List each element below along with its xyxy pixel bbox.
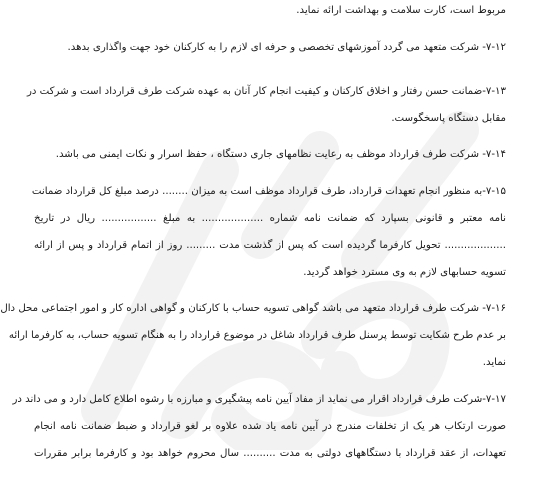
paragraph-7-11-tail [34, 0, 506, 24]
text-line: صورت ارتکاب هر یک از تخلفات مندرج در آیین نامه یاد شده علاوه بر لغو قرارداد و ضبط ضمانت نامه انجام [34, 421, 506, 432]
text-line: ۷-۱۲- شرکت متعهد می گردد آموزشهای تخصصی و حرفه ای لازم را به کارکنان خود جهت واگذاری بدهد. [67, 42, 506, 53]
paragraph-7-13 [26, 78, 506, 132]
paragraph-7-12 [34, 34, 506, 61]
text-line: ۷-۱۷-شرکت طرف قرارداد اقرار می نماید از مفاد آیین نامه پیشگیری و مبارزه با رشوه اطلاع کامل دارد و می داند در [12, 394, 506, 405]
text-line: ۷-۱۳-ضمانت حسن رفتار و اخلاق کارکنان و کیفیت انجام کار آنان به عهده شرکت طرف قرارداد است و شرکت در [26, 86, 506, 97]
text-line: بر عدم طرح شکایت توسط پرسنل طرف قرارداد شاغل در موضوع قرارداد را به هنگام تسویه حساب، به کارفرما ارائه [8, 330, 506, 341]
paragraph-7-15 [31, 178, 506, 286]
text-line: ................... تحویل کارفرما گردیده است که پس از گذشت مدت ......... روز از اتمام قرارداد و پس از ارائه [34, 240, 506, 251]
text-line: ۷-۱۵-به منظور انجام تعهدات قرارداد، طرف قرارداد موظف است به میزان ........ درصد مبلغ کل قرارداد ضمانت [31, 186, 506, 197]
text-line: تعهدات، از عقد قرارداد با دستگاههای دولتی به مدت .......... سال محروم خواهد بود و کارفرما برابر مقررات [34, 448, 506, 459]
text-line: تسویه حسابهای لازم به وی مسترد خواهد گردید. [303, 267, 506, 278]
text-line: نامه معتبر و قانونی بسپارد که ضمانت نامه شماره ................... به مبلغ ................. ریال در تاریخ [34, 213, 506, 224]
paragraph-7-14 [34, 141, 506, 168]
text-line: مربوط است، کارت سلامت و بهداشت ارائه نماید. [296, 5, 506, 16]
paragraph-7-17 [12, 386, 506, 467]
text-line: ۷-۱۴- شرکت طرف قرارداد موظف به رعایت نظامهای جاری دستگاه ، حفظ اسرار و نکات ایمنی می باشد. [55, 149, 506, 160]
text-line: ۷-۱۶- شرکت طرف قرارداد متعهد می باشد گواهی تسویه حساب با کارکنان و گواهی اداره کار و امور اجتماعی محل دال [0, 303, 506, 314]
text-line: مقابل دستگاه پاسخگوست. [391, 113, 506, 124]
text-line: نماید. [482, 357, 506, 368]
paragraph-7-16 [0, 295, 506, 376]
